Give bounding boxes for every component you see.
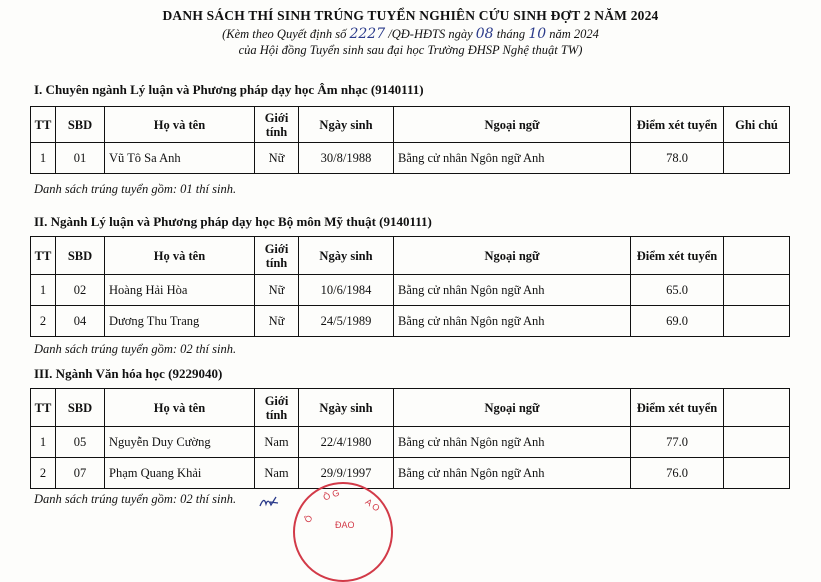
cell-gender: Nam bbox=[255, 427, 299, 458]
table-row bbox=[31, 427, 790, 458]
section-2-title: II. Ngành Lý luận và Phương pháp dạy học Bộ môn Mỹ thuật (9140111) bbox=[34, 214, 432, 229]
cell-sbd: 01 bbox=[56, 143, 105, 174]
issuing-council: của Hội đồng Tuyển sinh sau đại học Trường ĐHSP Nghệ thuật TW) bbox=[238, 43, 583, 57]
cell-tt: 2 bbox=[31, 458, 56, 489]
cell-name: Phạm Quang Khải bbox=[105, 458, 255, 489]
table-row bbox=[31, 275, 790, 306]
table-row bbox=[31, 143, 790, 174]
col-sbd: SBD bbox=[56, 237, 105, 275]
col-gender-line1: Giới bbox=[264, 393, 289, 408]
section-1-title: I. Chuyên ngành Lý luận và Phương pháp dạy học Âm nhạc (9140111) bbox=[34, 82, 424, 97]
stamp-text: A O bbox=[363, 496, 382, 514]
document-title: DANH SÁCH THÍ SINH TRÚNG TUYỂN NGHIÊN CỨU SINH ĐỢT 2 NĂM 2024 bbox=[162, 8, 659, 23]
col-sbd: SBD bbox=[56, 107, 105, 143]
section-3-table bbox=[30, 388, 790, 489]
cell-note bbox=[724, 143, 790, 174]
cell-lang: Bằng cử nhân Ngôn ngữ Anh bbox=[394, 427, 631, 458]
cell-score: 69.0 bbox=[631, 306, 724, 337]
col-dob: Ngày sinh bbox=[299, 107, 394, 143]
cell-note bbox=[724, 306, 790, 337]
col-lang: Ngoại ngữ bbox=[394, 389, 631, 427]
cell-gender: Nữ bbox=[255, 275, 299, 306]
cell-sbd: 02 bbox=[56, 275, 105, 306]
col-gender bbox=[255, 237, 299, 275]
col-gender-line2: tính bbox=[265, 255, 288, 270]
cell-sbd: 07 bbox=[56, 458, 105, 489]
cell-sbd: 04 bbox=[56, 306, 105, 337]
cell-lang: Bằng cử nhân Ngôn ngữ Anh bbox=[394, 143, 631, 174]
cell-score: 76.0 bbox=[631, 458, 724, 489]
section-1-summary: Danh sách trúng tuyển gồm: 01 thí sinh. bbox=[34, 182, 237, 196]
stamp-text: Ô G bbox=[321, 487, 341, 503]
table-header-row bbox=[31, 107, 790, 143]
col-lang: Ngoại ngữ bbox=[394, 107, 631, 143]
cell-gender: Nữ bbox=[255, 143, 299, 174]
decision-month-label: tháng bbox=[496, 27, 526, 41]
signature-initials bbox=[258, 494, 280, 510]
cell-name: Hoàng Hải Hòa bbox=[105, 275, 255, 306]
cell-name: Vũ Tô Sa Anh bbox=[105, 143, 255, 174]
cell-name: Dương Thu Trang bbox=[105, 306, 255, 337]
col-gender-line1: Giới bbox=[264, 110, 289, 125]
cell-sbd: 05 bbox=[56, 427, 105, 458]
cell-score: 77.0 bbox=[631, 427, 724, 458]
col-sbd: SBD bbox=[56, 389, 105, 427]
official-seal-stamp bbox=[293, 482, 393, 582]
cell-lang: Bằng cử nhân Ngôn ngữ Anh bbox=[394, 275, 631, 306]
col-dob: Ngày sinh bbox=[299, 389, 394, 427]
cell-score: 78.0 bbox=[631, 143, 724, 174]
cell-gender: Nam bbox=[255, 458, 299, 489]
stamp-text: Ô bbox=[302, 513, 315, 525]
decision-reference bbox=[0, 26, 821, 42]
table-row bbox=[31, 306, 790, 337]
cell-score: 65.0 bbox=[631, 275, 724, 306]
decision-year: năm 2024 bbox=[549, 27, 599, 41]
col-blank bbox=[724, 237, 790, 275]
cell-lang: Bằng cử nhân Ngôn ngữ Anh bbox=[394, 306, 631, 337]
cell-dob: 29/9/1997 bbox=[299, 458, 394, 489]
cell-gender: Nữ bbox=[255, 306, 299, 337]
cell-dob: 22/4/1980 bbox=[299, 427, 394, 458]
col-tt: TT bbox=[31, 107, 56, 143]
section-2-summary: Danh sách trúng tuyển gồm: 02 thí sinh. bbox=[34, 342, 237, 356]
decision-day: 08 bbox=[475, 26, 494, 42]
col-tt: TT bbox=[31, 389, 56, 427]
stamp-text: ĐAO bbox=[335, 520, 355, 530]
col-score: Điểm xét tuyển bbox=[631, 389, 724, 427]
section-1-table bbox=[30, 106, 790, 174]
col-dob: Ngày sinh bbox=[299, 237, 394, 275]
col-blank bbox=[724, 389, 790, 427]
cell-name: Nguyễn Duy Cường bbox=[105, 427, 255, 458]
cell-note bbox=[724, 458, 790, 489]
col-gender bbox=[255, 389, 299, 427]
col-gender-line1: Giới bbox=[264, 241, 289, 256]
cell-dob: 24/5/1989 bbox=[299, 306, 394, 337]
col-name: Họ và tên bbox=[105, 389, 255, 427]
col-note: Ghi chú bbox=[724, 107, 790, 143]
table-header-row bbox=[31, 237, 790, 275]
col-name: Họ và tên bbox=[105, 237, 255, 275]
cell-note bbox=[724, 427, 790, 458]
cell-tt: 1 bbox=[31, 275, 56, 306]
cell-tt: 2 bbox=[31, 306, 56, 337]
col-gender-line2: tính bbox=[265, 407, 288, 422]
col-score: Điểm xét tuyển bbox=[631, 107, 724, 143]
col-name: Họ và tên bbox=[105, 107, 255, 143]
table-row bbox=[31, 458, 790, 489]
table-header-row bbox=[31, 389, 790, 427]
cell-tt: 1 bbox=[31, 143, 56, 174]
decision-number: 2227 bbox=[349, 26, 386, 42]
decision-mid: /QĐ-HĐTS ngày bbox=[388, 27, 473, 41]
section-3-summary: Danh sách trúng tuyển gồm: 02 thí sinh. bbox=[34, 492, 237, 506]
cell-dob: 30/8/1988 bbox=[299, 143, 394, 174]
cell-note bbox=[724, 275, 790, 306]
col-score: Điểm xét tuyển bbox=[631, 237, 724, 275]
section-2-table bbox=[30, 236, 790, 337]
decision-month: 10 bbox=[528, 26, 547, 42]
cell-tt: 1 bbox=[31, 427, 56, 458]
col-gender bbox=[255, 107, 299, 143]
decision-prefix: (Kèm theo Quyết định số bbox=[222, 27, 347, 41]
col-lang: Ngoại ngữ bbox=[394, 237, 631, 275]
cell-dob: 10/6/1984 bbox=[299, 275, 394, 306]
col-gender-line2: tính bbox=[265, 124, 288, 139]
section-3-title: III. Ngành Văn hóa học (9229040) bbox=[34, 366, 223, 381]
col-tt: TT bbox=[31, 237, 56, 275]
cell-lang: Bằng cử nhân Ngôn ngữ Anh bbox=[394, 458, 631, 489]
